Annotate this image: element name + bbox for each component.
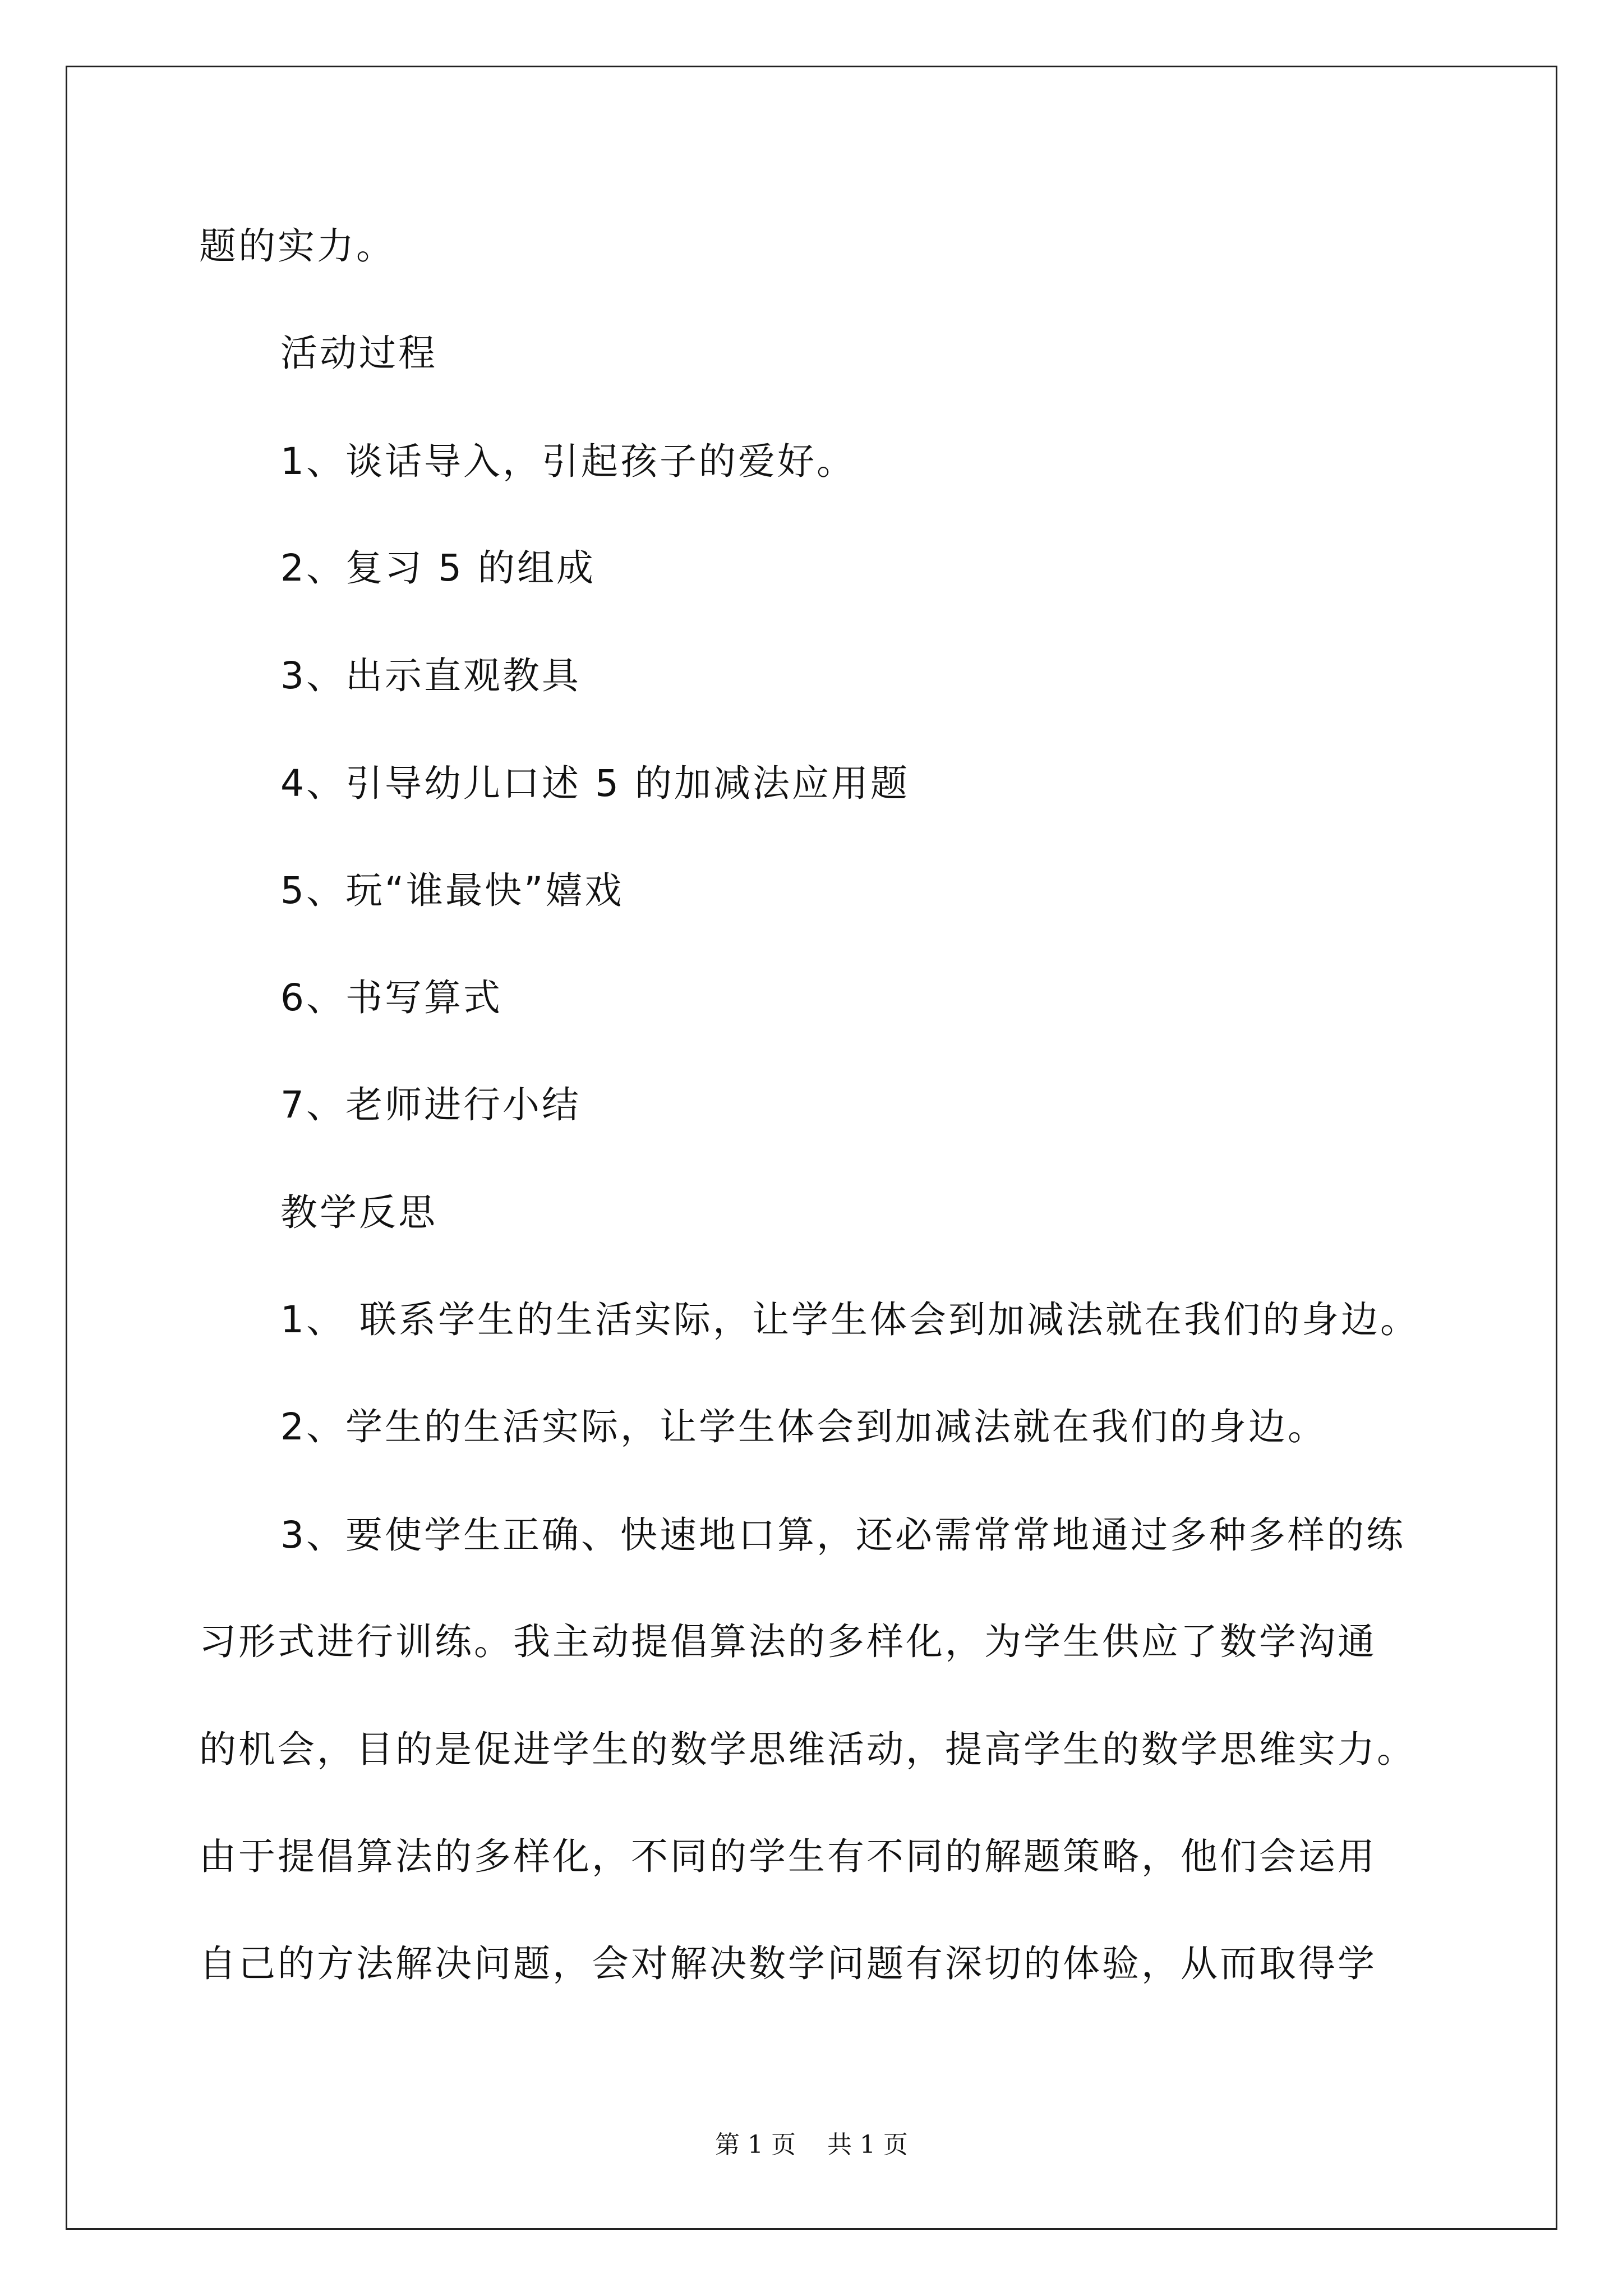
paragraph-line: 习形式进行训练。我主动提倡算法的多样化，为学生供应了数学沟通 — [199, 1620, 1377, 1663]
section-heading-reflection: 教学反思 — [280, 1191, 437, 1234]
paragraph-line: 自己的方法解决问题，会对解决数学问题有深切的体验，从而取得学 — [199, 1942, 1377, 1985]
reflection-item-1: 1、 联系学生的生活实际，让学生体会到加减法就在我们的身边。 — [280, 1298, 1419, 1341]
reflection-item-2: 2、学生的生活实际，让学生体会到加减法就在我们的身边。 — [280, 1405, 1327, 1448]
page-number-footer: 第 1 页 共 1 页 — [715, 2131, 908, 2159]
text-line-1: 题的实力。 — [199, 224, 395, 268]
list-item-3: 3、出示直观教具 — [280, 654, 581, 697]
reflection-item-3: 3、要使学生正确、快速地口算，还必需常常地通过多种多样的练 — [280, 1513, 1405, 1557]
list-item-4: 4、引导幼儿口述 5 的加减法应用题 — [280, 762, 910, 805]
paragraph-line: 的机会，目的是促进学生的数学思维活动，提高学生的数学思维实力。 — [199, 1728, 1416, 1771]
list-item-6: 6、书写算式 — [280, 976, 502, 1019]
section-heading-activity: 活动过程 — [280, 332, 437, 375]
list-item-5: 5、玩“谁最快”嬉戏 — [280, 869, 624, 912]
paragraph-line: 由于提倡算法的多样化，不同的学生有不同的解题策略，他们会运用 — [199, 1835, 1377, 1878]
page-border — [66, 66, 1557, 2230]
list-item-2: 2、复习 5 的组成 — [280, 546, 596, 590]
list-item-1: 1、谈话导入，引起孩子的爱好。 — [280, 440, 856, 483]
list-item-7: 7、老师进行小结 — [280, 1083, 581, 1126]
